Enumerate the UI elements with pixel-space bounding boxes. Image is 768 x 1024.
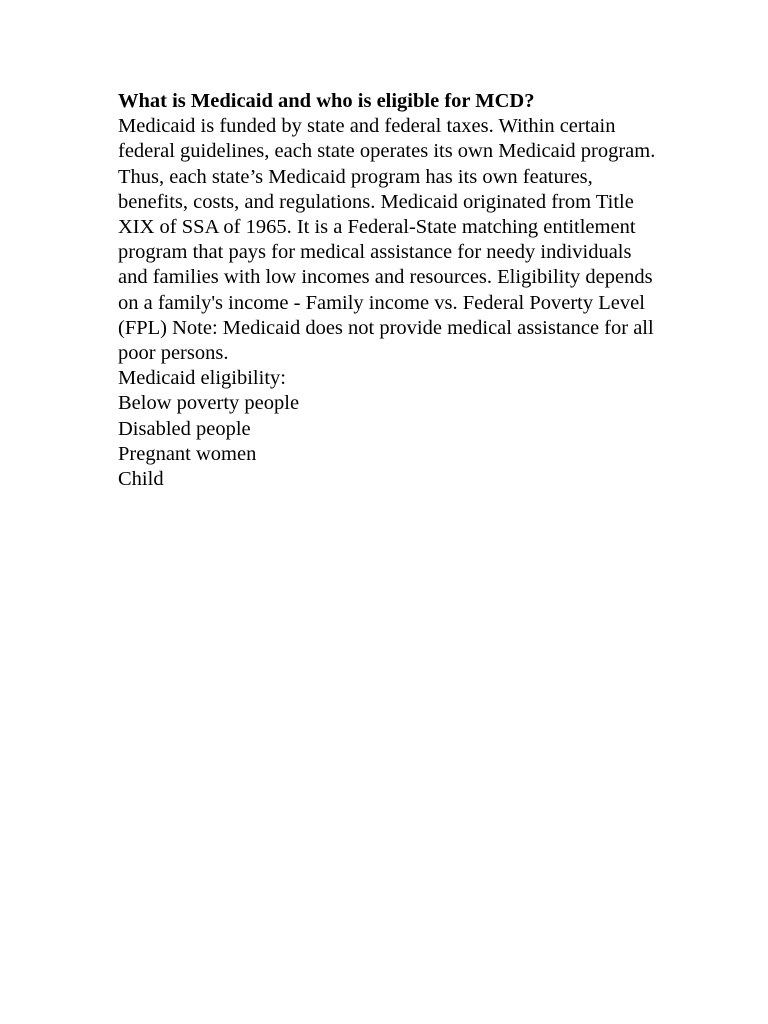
document-heading: What is Medicaid and who is eligible for MCD? <box>118 90 535 112</box>
eligibility-list <box>118 391 658 492</box>
eligibility-item-below-poverty: Below poverty people <box>118 392 300 415</box>
eligibility-item-disabled: Disabled people <box>118 417 251 440</box>
eligibility-label: Medicaid eligibility: <box>118 367 286 390</box>
document-paragraph: Medicaid is funded by state and federal taxes. Within certain federal guidelines, each state operates its own Medicaid program. Thus, each state’s Medicaid program has its own features, benefits, costs, and regulations. Medicaid originated from Title XIX of SSA of 1965. It is a Federal-State matching entitlement program that pays for medical assistance for needy individuals and families with low incomes and resources. Eligibility depends on a family's income - Family income vs. Federal Poverty Level (FPL) Note: Medicaid does not provide medical assistance for all poor persons. <box>118 115 656 365</box>
document-page <box>118 89 658 492</box>
eligibility-item-child: Child <box>118 468 164 491</box>
eligibility-item-pregnant: Pregnant women <box>118 442 257 465</box>
